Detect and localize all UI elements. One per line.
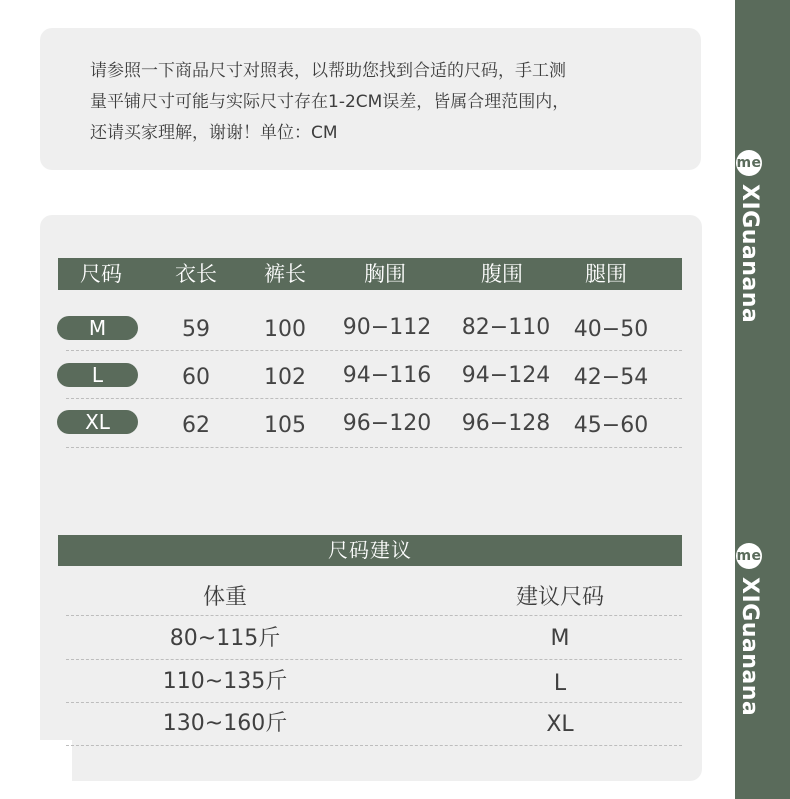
cell-belly: 96−128: [461, 411, 551, 436]
cell-pants-length: 100: [264, 317, 306, 342]
rec-weight: 110~135斤: [162, 669, 288, 694]
brand-logo-icon: me: [736, 543, 762, 569]
size-row-xl: [0, 408, 790, 448]
cell-pants-length: 102: [264, 365, 306, 390]
cell-leg: 40−50: [573, 317, 649, 342]
cell-top-length: 59: [182, 317, 210, 342]
cell-leg: 45−60: [573, 413, 649, 438]
brand-name: XIGuanana: [737, 184, 762, 324]
row-divider: [66, 447, 682, 448]
cell-top-length: 62: [182, 413, 210, 438]
cell-belly: 94−124: [461, 363, 551, 388]
row-divider: [66, 659, 682, 660]
notice-line-2: 量平铺尺寸可能与实际尺寸存在1-2CM误差，皆属合理范围内，: [90, 92, 570, 112]
notice-line-1: 请参照一下商品尺寸对照表，以帮助您找到合适的尺码，手工测: [90, 61, 566, 81]
size-pill-l: L: [57, 363, 138, 387]
cell-belly: 82−110: [461, 315, 551, 340]
header-pants-length: 裤长: [264, 262, 306, 286]
size-row-m: [0, 313, 790, 353]
rec-col-size: 建议尺码: [515, 585, 604, 610]
cell-pants-length: 105: [264, 413, 306, 438]
brand-mark: [736, 150, 762, 323]
size-pill-m: M: [57, 316, 138, 340]
rec-size: XL: [546, 712, 574, 737]
cell-top-length: 60: [182, 365, 210, 390]
header-size: 尺码: [80, 262, 122, 286]
size-pill-xl: XL: [57, 410, 138, 434]
cell-chest: 96−120: [342, 411, 432, 436]
notice-card: [40, 28, 701, 170]
header-chest: 胸围: [364, 262, 406, 286]
header-top-length: 衣长: [175, 262, 217, 286]
rec-col-weight: 体重: [202, 585, 247, 610]
size-table-header: [58, 258, 682, 290]
card-corner-cutout: [40, 740, 72, 781]
rec-size: L: [553, 671, 567, 696]
brand-logo-icon: me: [736, 150, 762, 176]
cell-chest: 90−112: [342, 315, 432, 340]
rec-weight: 130~160斤: [162, 711, 288, 736]
notice-text: [90, 56, 680, 149]
brand-mark: [736, 543, 762, 716]
row-divider: [66, 398, 682, 399]
recommendation-header: 尺码建议: [58, 535, 682, 566]
cell-leg: 42−54: [573, 365, 649, 390]
row-divider: [66, 745, 682, 746]
notice-line-3: 还请买家理解，谢谢！单位：CM: [90, 123, 338, 143]
header-belly: 腹围: [481, 262, 523, 286]
header-leg: 腿围: [585, 262, 627, 286]
cell-chest: 94−116: [342, 363, 432, 388]
rec-weight: 80~115斤: [169, 626, 281, 651]
size-row-l: [0, 361, 790, 401]
row-divider: [66, 615, 682, 616]
brand-name: XIGuanana: [737, 577, 762, 717]
size-chart-card: [40, 215, 702, 781]
row-divider: [66, 350, 682, 351]
row-divider: [66, 702, 682, 703]
rec-size: M: [550, 626, 570, 651]
